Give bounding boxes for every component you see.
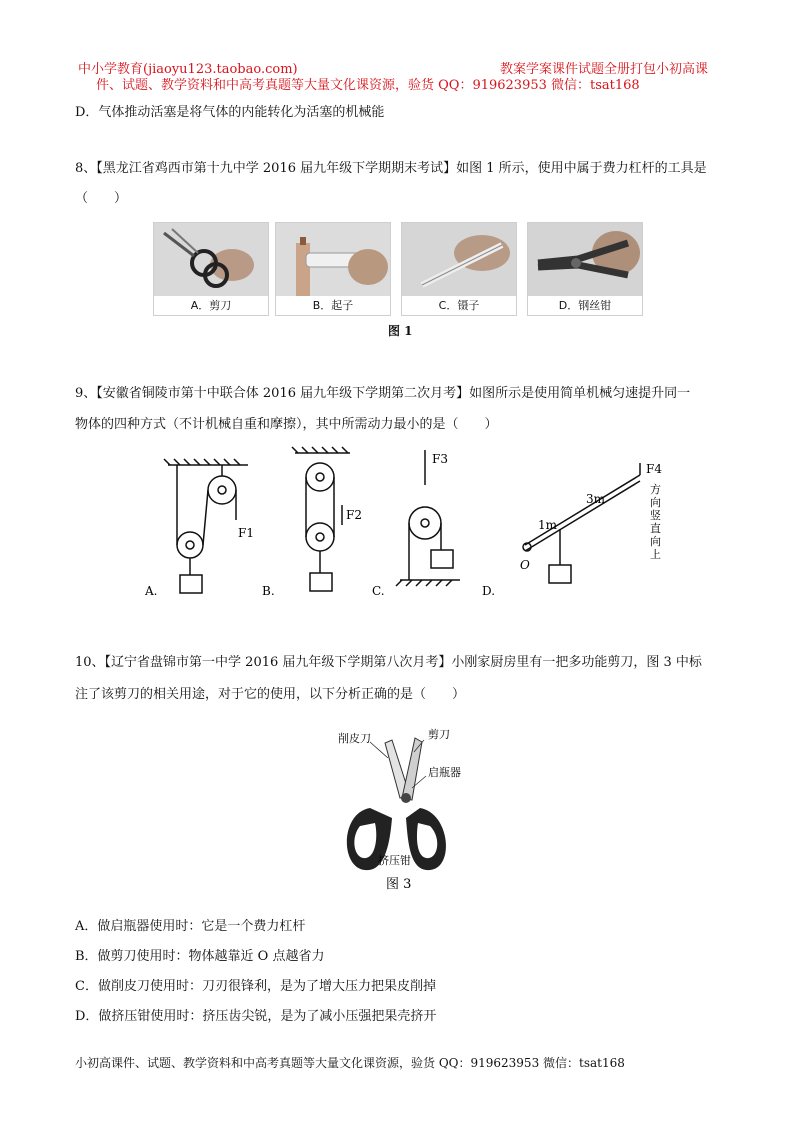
q10-option-a: A．做启瓶器使用时：它是一个费力杠杆 (75, 919, 306, 934)
option-label-c: C. (372, 584, 385, 598)
q10-option-b: B．做剪刀使用时：物体越靠近 O 点越省力 (75, 949, 325, 964)
svg-text:向: 向 (650, 496, 661, 509)
pliers-photo-icon (528, 223, 643, 298)
footer-text: 小初高课件、试题、教学资料和中高考真题等大量文化课资源，验货 QQ：919623953 微信：tsat168 (75, 1056, 625, 1070)
header-right-title: 教案学案课件试题全册打包小初高课 (500, 62, 709, 77)
q9-diagram (140, 445, 680, 605)
figure-3-caption: 图 3 (386, 877, 412, 892)
photo-tweezers (401, 222, 517, 316)
option-label-d: D. (482, 584, 496, 598)
label-peeler: 削皮刀 (338, 732, 371, 745)
tweezers-photo-icon (402, 223, 517, 298)
header-left-title: 中小学教育(jiaoyu123.taobao.com) (78, 62, 298, 77)
lever-direction-note (650, 482, 661, 561)
lever-long-arm-label: 3m (586, 492, 606, 506)
multifunction-scissors-figure (330, 718, 470, 893)
pulley-system-a (164, 459, 248, 593)
pulley-system-c (396, 450, 460, 586)
q8-stem-line2: （ ） (75, 191, 128, 206)
photo-bottle-opener (275, 222, 391, 316)
svg-text:上: 上 (650, 548, 661, 561)
photo-caption: A．剪刀 (154, 296, 268, 315)
svg-text:竖: 竖 (650, 509, 661, 522)
q10-stem-line1: 10、【辽宁省盘锦市第一中学 2016 届九年级下学期第八次月考】小刚家厨房里有一把多功能剪刀，图 3 中标 (75, 655, 702, 670)
svg-text:向: 向 (650, 535, 661, 548)
q9-stem-line2: 物体的四种方式（不计机械自重和摩擦），其中所需动力最小的是（ ） (75, 417, 498, 432)
photo-caption: D．钢丝钳 (528, 296, 642, 315)
label-bottle-opener: 启瓶器 (428, 766, 461, 779)
force-label-f4: F4 (646, 462, 662, 476)
pulley-system-b (292, 447, 350, 591)
q8-stem-line1: 8、【黑龙江省鸡西市第十九中学 2016 届九年级下学期期末考试】如图 1 所示，使用中属于费力杠杆的工具是 (75, 161, 707, 176)
svg-text:直: 直 (650, 522, 661, 535)
lever-short-arm-label: 1m (538, 518, 558, 532)
lever-pivot-label: O (520, 558, 530, 572)
label-scissors: 剪刀 (428, 728, 450, 741)
svg-text:方: 方 (650, 483, 661, 496)
scissors-icon (347, 738, 446, 870)
q10-stem-line2: 注了该剪刀的相关用途，对于它的使用，以下分析正确的是（ ） (75, 687, 466, 702)
photo-pliers (527, 222, 643, 316)
force-label-f3: F3 (432, 452, 448, 466)
prev-option-d: D．气体推动活塞是将气体的内能转化为活塞的机械能 (75, 105, 385, 120)
photo-caption: C．镊子 (402, 296, 516, 315)
header-second-line: 件、试题、教学资料和中高考真题等大量文化课资源，验货 QQ：919623953 微信：tsat168 (96, 78, 640, 93)
photo-scissors (153, 222, 269, 316)
force-label-f1: F1 (238, 526, 254, 540)
option-label-a: A. (145, 584, 158, 598)
bottle-opener-photo-icon (276, 223, 391, 298)
photo-caption: B．起子 (276, 296, 390, 315)
q10-option-c: C．做削皮刀使用时：刀刃很锋利，是为了增大压力把果皮削掉 (75, 979, 436, 994)
q9-stem-line1: 9、【安徽省铜陵市第十中联合体 2016 届九年级下学期第二次月考】如图所示是使用简单机械匀速提升同一 (75, 386, 691, 401)
scissors-photo-icon (154, 223, 269, 298)
q10-option-d: D．做挤压钳使用时：挤压齿尖锐，是为了减小压强把果壳挤开 (75, 1009, 437, 1024)
force-label-f2: F2 (346, 508, 362, 522)
label-squeezer: 挤压钳 (378, 854, 411, 867)
option-label-b: B. (262, 584, 275, 598)
figure-1-caption: 图 1 (388, 324, 413, 338)
